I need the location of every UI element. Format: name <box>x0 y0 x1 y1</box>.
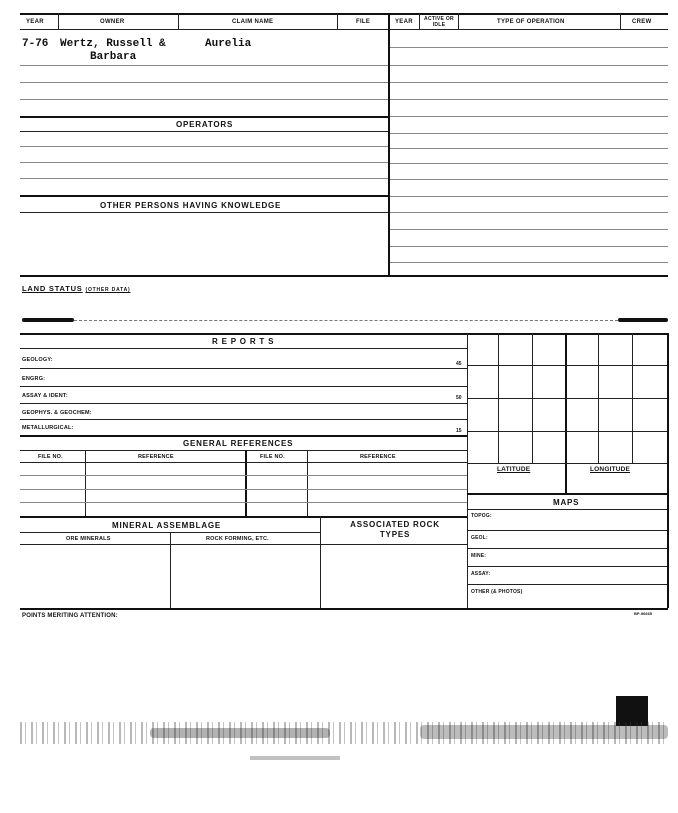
rock-forming-header: ROCK FORMING, ETC. <box>206 536 269 542</box>
row-line <box>20 489 467 490</box>
row-line <box>20 544 320 545</box>
divider <box>58 13 59 29</box>
report-geophys-label: GEOPHYS. & GEOCHEM: <box>22 410 92 416</box>
row-line <box>20 502 467 503</box>
associated-rock-types-heading: ASSOCIATED ROCK TYPES <box>350 520 440 539</box>
row-line <box>20 450 467 451</box>
row-line <box>20 348 467 349</box>
header-top-rule <box>20 13 668 15</box>
maps-geol: GEOL: <box>471 535 488 541</box>
grid-line <box>467 398 667 399</box>
divider <box>337 13 338 29</box>
report-assay-num: 50 <box>456 395 462 401</box>
section-rule <box>20 195 388 197</box>
grid-line <box>565 333 567 493</box>
row-line <box>20 82 388 83</box>
header-crew: CREW <box>632 19 652 25</box>
ink-smudge <box>22 318 74 322</box>
maps-assay: ASSAY: <box>471 571 491 577</box>
divider <box>245 450 247 516</box>
row-line <box>74 320 618 321</box>
right-border <box>667 333 669 608</box>
entry-owner-line1: Wertz, Russell & <box>60 38 166 50</box>
row-line <box>467 584 667 585</box>
row-line <box>20 419 467 420</box>
entry-claim-name: Aurelia <box>205 38 252 50</box>
section-rule <box>20 275 668 277</box>
row-line <box>467 509 667 510</box>
row-line <box>467 530 667 531</box>
form-code: BP-96665 <box>634 611 653 616</box>
report-assay-label: ASSAY & IDENT: <box>22 393 68 399</box>
header-type-of-operation: TYPE OF OPERATION <box>497 19 565 25</box>
land-status-note: (OTHER DATA) <box>85 287 131 293</box>
ref-reference-2-header: REFERENCE <box>360 454 396 460</box>
header-year: YEAR <box>26 19 44 25</box>
latitude-label: LATITUDE <box>497 466 531 473</box>
maps-mine: MINE: <box>471 553 487 559</box>
grid-line <box>467 463 667 464</box>
row-line <box>390 229 668 230</box>
report-geology-label: GEOLOGY: <box>22 357 53 363</box>
row-line <box>390 262 668 263</box>
reports-heading: R E P O R T S <box>212 337 275 346</box>
header-claim-name: CLAIM NAME <box>232 19 274 25</box>
header-file: FILE <box>356 19 371 25</box>
reports-top-rule <box>20 333 668 335</box>
other-persons-heading: OTHER PERSONS HAVING KNOWLEDGE <box>100 201 282 210</box>
header-active-or-idle: ACTIVE OR IDLE <box>424 16 454 28</box>
longitude-label: LONGITUDE <box>590 466 631 473</box>
row-line <box>467 548 667 549</box>
row-line <box>390 65 668 66</box>
section-rule <box>20 516 467 518</box>
grid-line <box>467 365 667 366</box>
row-line <box>20 162 388 163</box>
row-line <box>390 196 668 197</box>
row-line <box>20 146 388 147</box>
land-status-label: LAND STATUS <box>22 284 83 293</box>
report-metallurgical-num: 15 <box>456 428 462 434</box>
ref-file-no-2-header: FILE NO. <box>260 454 285 460</box>
divider <box>85 450 86 516</box>
divider <box>419 13 420 29</box>
row-line <box>20 403 467 404</box>
header-year-2: YEAR <box>395 19 413 25</box>
scan-noise <box>250 756 340 760</box>
divider <box>178 13 179 29</box>
divider <box>307 450 308 516</box>
row-line <box>320 544 467 545</box>
mineral-assemblage-heading: MINERAL ASSEMBLAGE <box>112 521 222 530</box>
entry-year: 7-76 <box>22 38 49 50</box>
row-line <box>390 47 668 48</box>
ref-reference-header: REFERENCE <box>138 454 174 460</box>
row-line <box>390 99 668 100</box>
row-line <box>390 179 668 180</box>
entry-owner-line2: Barbara <box>90 51 137 63</box>
scan-noise <box>420 725 668 739</box>
section-rule <box>467 493 667 495</box>
row-line <box>20 65 388 66</box>
row-line <box>20 99 388 100</box>
row-line <box>390 148 668 149</box>
divider <box>320 516 321 608</box>
row-line <box>390 133 668 134</box>
maps-topog: TOPOG: <box>471 513 492 519</box>
report-metallurgical-label: METALLURGICAL: <box>22 425 74 431</box>
scan-noise <box>150 728 330 738</box>
maps-heading: MAPS <box>553 498 580 507</box>
row-line <box>20 462 467 463</box>
divider <box>458 13 459 29</box>
row-line <box>20 475 467 476</box>
grid-line <box>467 431 667 432</box>
general-references-heading: GENERAL REFERENCES <box>183 439 294 448</box>
row-line <box>390 212 668 213</box>
land-status-heading <box>22 284 130 293</box>
report-engrg-label: ENGRG: <box>22 376 46 382</box>
header-bottom-rule <box>20 29 668 30</box>
ref-file-no-header: FILE NO. <box>38 454 63 460</box>
main-vertical-divider <box>388 13 390 275</box>
row-line <box>390 82 668 83</box>
row-line <box>20 178 388 179</box>
row-line <box>20 368 467 369</box>
row-line <box>20 386 467 387</box>
points-meriting-attention-label: POINTS MERITING ATTENTION: <box>22 613 118 619</box>
section-rule <box>20 608 668 610</box>
section-rule <box>20 116 388 118</box>
row-line <box>390 246 668 247</box>
maps-other: OTHER (& PHOTOS) <box>471 589 523 595</box>
row-line <box>20 131 388 132</box>
ink-smudge <box>618 318 668 322</box>
row-line <box>20 212 388 213</box>
operators-heading: OPERATORS <box>176 120 234 129</box>
report-geology-num: 45 <box>456 361 462 367</box>
section-rule <box>20 435 467 437</box>
divider <box>620 13 621 29</box>
ore-minerals-header: ORE MINERALS <box>66 536 111 542</box>
row-line <box>467 566 667 567</box>
row-line <box>390 163 668 164</box>
header-owner: OWNER <box>100 19 125 25</box>
row-line <box>390 116 668 117</box>
